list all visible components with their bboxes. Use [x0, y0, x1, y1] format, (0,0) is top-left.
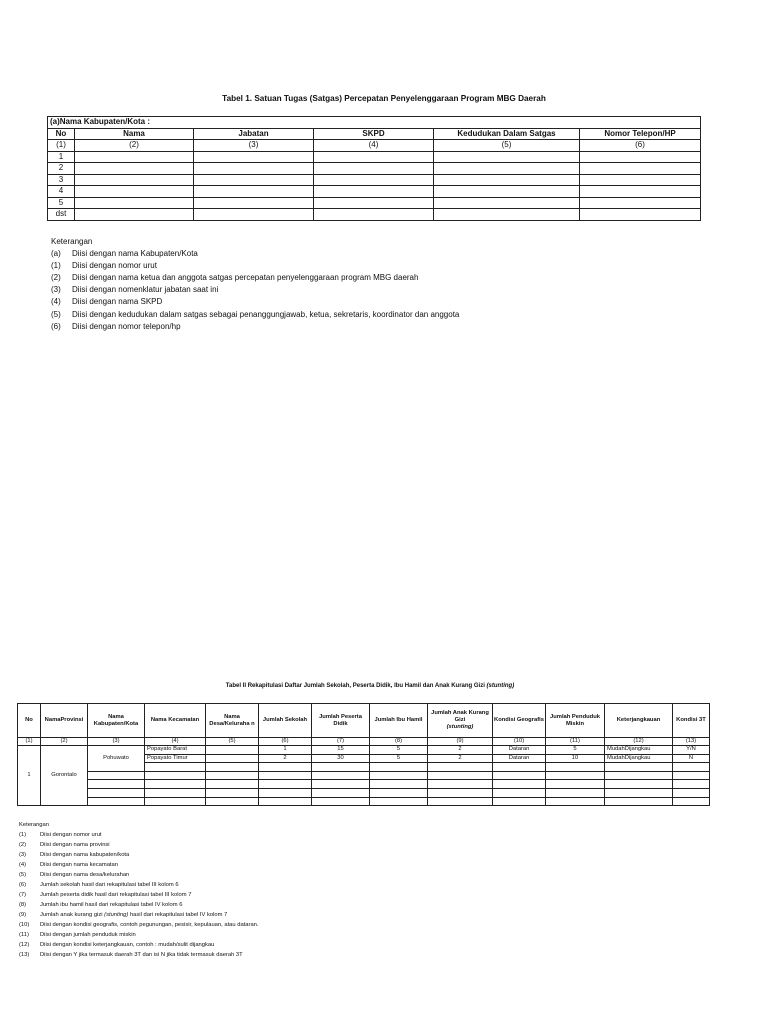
table-row — [48, 209, 701, 221]
table-row — [18, 746, 710, 755]
table1-title: Tabel 1. Satuan Tugas (Satgas) Percepatan Penyelenggaraan Program MBG Daerah — [222, 94, 546, 103]
col-header-peserta: Jumlah Peserta Didik — [312, 704, 370, 738]
note-text — [40, 850, 129, 860]
empty-cell — [673, 797, 710, 806]
index-cell: (6) — [580, 140, 701, 152]
empty-cell — [673, 788, 710, 797]
note-number: (6) — [19, 882, 27, 888]
empty-cell — [312, 797, 370, 806]
keterjangkauan-cell: MudahDijangkau — [605, 746, 673, 755]
desa-cell — [206, 746, 259, 755]
empty-cell — [370, 788, 428, 797]
empty-cell — [145, 763, 206, 772]
keterangan-title: Keterangan — [51, 237, 93, 246]
note-number: (9) — [19, 912, 27, 918]
col-header-kedudukan: Kedudukan Dalam Satgas — [434, 128, 580, 140]
desa-cell — [206, 754, 259, 763]
col-header-ibu-hamil: Jumlah Ibu Hamil — [370, 704, 428, 738]
empty-cell — [312, 788, 370, 797]
note-number: (2) — [19, 842, 27, 848]
empty-cell — [312, 780, 370, 789]
note-text — [40, 920, 259, 930]
empty-cell — [314, 209, 434, 221]
row-number: 3 — [48, 174, 75, 186]
keterangan-table2 — [19, 820, 259, 960]
table1-index-row — [48, 140, 701, 152]
empty-cell — [580, 174, 701, 186]
empty-cell — [546, 771, 605, 780]
note-number: (8) — [19, 902, 27, 908]
note-number: (11) — [19, 932, 29, 938]
empty-cell — [580, 163, 701, 175]
index-cell: (9) — [428, 738, 493, 746]
note-text-main: Jumlah ibu hamil hasil dari rekapitulasi tabel IV kolom 6 — [40, 902, 183, 908]
note-text — [40, 900, 182, 910]
note-text-main: Diisi dengan nama desa/kelurahan — [40, 872, 130, 878]
note-text — [40, 910, 227, 920]
note-item — [19, 880, 259, 890]
row-number: dst — [48, 209, 75, 221]
index-cell: (2) — [41, 738, 88, 746]
empty-cell — [194, 163, 314, 175]
no-cell: 1 — [18, 746, 41, 806]
note-number: (3) — [19, 852, 27, 858]
empty-cell — [259, 763, 312, 772]
empty-cell — [145, 780, 206, 789]
empty-cell — [75, 209, 194, 221]
index-cell: (5) — [206, 738, 259, 746]
empty-cell — [546, 788, 605, 797]
kecamatan-cell: Popayato Barat — [145, 746, 206, 755]
note-number: (4) — [19, 862, 27, 868]
note-text: Diisi dengan kedudukan dalam satgas sebagai penanggungjawab, ketua, sekretaris, koordinator dan anggota — [72, 309, 460, 319]
row-number: 4 — [48, 186, 75, 198]
empty-cell — [194, 209, 314, 221]
index-cell: (1) — [18, 738, 41, 746]
empty-cell — [259, 788, 312, 797]
empty-cell — [580, 151, 701, 163]
empty-cell — [673, 771, 710, 780]
empty-cell — [75, 186, 194, 198]
col-header-nama: Nama — [75, 128, 194, 140]
provinsi-cell: Gorontalo — [41, 746, 88, 806]
note-text-main: Jumlah sekolah hasil dari rekapitulasi tabel III kolom 6 — [40, 882, 179, 888]
table2-title-italic: (stunting) — [486, 683, 515, 689]
note-text: Diisi dengan nama Kabupaten/Kota — [72, 249, 198, 259]
note-number: (12) — [19, 942, 30, 948]
note-text — [40, 870, 129, 880]
empty-cell — [580, 209, 701, 221]
sekolah-cell: 2 — [259, 754, 312, 763]
col-header-no: No — [18, 704, 41, 738]
index-cell: (8) — [370, 738, 428, 746]
table-row — [48, 163, 701, 175]
empty-cell — [314, 197, 434, 209]
index-cell: (7) — [312, 738, 370, 746]
note-item — [19, 910, 259, 920]
empty-cell — [428, 788, 493, 797]
note-text: Diisi dengan nama ketua dan anggota satgas percepatan penyelenggaraan program MBG daerah — [72, 273, 419, 283]
note-text — [40, 940, 214, 950]
note-text — [40, 950, 243, 960]
note-number: (7) — [19, 892, 27, 898]
note-text — [40, 860, 118, 870]
note-number: (1) — [19, 832, 27, 838]
empty-cell — [314, 151, 434, 163]
note-text-main: Diisi dengan nama kecamatan — [40, 862, 118, 868]
note-item — [51, 309, 459, 321]
empty-cell — [434, 186, 580, 198]
keterangan-table1 — [51, 236, 459, 333]
note-item — [19, 850, 259, 860]
anak-gizi-stunting: (stunting) — [446, 724, 474, 730]
col-header-sekolah: Jumlah Sekolah — [259, 704, 312, 738]
empty-cell — [194, 151, 314, 163]
note-item — [19, 940, 259, 950]
empty-cell — [434, 163, 580, 175]
note-text-main: Diisi dengan nama kabupaten/kota — [40, 852, 130, 858]
col-header-jabatan: Jabatan — [194, 128, 314, 140]
note-number: (5) — [51, 309, 61, 319]
table-row — [48, 197, 701, 209]
table-row — [48, 151, 701, 163]
empty-cell — [206, 797, 259, 806]
note-text: Diisi dengan nomor urut — [72, 261, 157, 271]
empty-cell — [434, 197, 580, 209]
table2-header-row — [18, 704, 710, 738]
ibu-hamil-cell: 5 — [370, 754, 428, 763]
index-cell: (5) — [434, 140, 580, 152]
col-header-desa: Nama Desa/Keluraha n — [206, 704, 259, 738]
kondisi-3t-cell: Y/N — [673, 746, 710, 755]
empty-cell — [312, 763, 370, 772]
penduduk-miskin-cell: 10 — [546, 754, 605, 763]
anak-gizi-cell: 2 — [428, 746, 493, 755]
empty-cell — [493, 771, 546, 780]
note-text-main: Diisi dengan nomor urut — [40, 832, 102, 838]
index-cell: (1) — [48, 140, 75, 152]
row-number: 2 — [48, 163, 75, 175]
col-header-kecamatan: Nama Kecamatan — [145, 704, 206, 738]
penduduk-miskin-cell: 5 — [546, 746, 605, 755]
note-text — [40, 890, 191, 900]
empty-cell — [428, 797, 493, 806]
empty-cell — [434, 174, 580, 186]
note-item — [51, 248, 459, 260]
empty-cell — [259, 780, 312, 789]
table-row — [18, 797, 710, 806]
keterjangkauan-cell: MudahDijangkau — [605, 754, 673, 763]
empty-cell — [493, 780, 546, 789]
empty-cell — [75, 174, 194, 186]
note-item — [19, 830, 259, 840]
peserta-cell: 15 — [312, 746, 370, 755]
note-number: (4) — [51, 297, 61, 307]
table2-index-row — [18, 738, 710, 746]
index-cell: (2) — [75, 140, 194, 152]
note-item — [19, 840, 259, 850]
empty-cell — [88, 771, 145, 780]
empty-cell — [194, 197, 314, 209]
note-number: (2) — [51, 273, 61, 283]
row-number: 5 — [48, 197, 75, 209]
empty-cell — [145, 788, 206, 797]
empty-cell — [428, 763, 493, 772]
note-item — [51, 284, 459, 296]
note-text-main: Jumlah peserta didik hasil dari rekapitulasi tabel III kolom 7 — [40, 892, 192, 898]
kecamatan-cell: Popayato Timur — [145, 754, 206, 763]
note-item — [19, 900, 259, 910]
satgas-table — [47, 116, 701, 221]
anak-gizi-label: Jumlah Anak Kurang Gizi — [431, 710, 489, 723]
empty-cell — [370, 771, 428, 780]
empty-cell — [75, 163, 194, 175]
note-item — [19, 860, 259, 870]
empty-cell — [428, 780, 493, 789]
empty-cell — [206, 788, 259, 797]
table-row — [18, 788, 710, 797]
table-row — [48, 174, 701, 186]
empty-cell — [370, 780, 428, 789]
empty-cell — [605, 797, 673, 806]
ibu-hamil-cell: 5 — [370, 746, 428, 755]
empty-cell — [370, 797, 428, 806]
note-text-main: Diisi dengan jumlah penduduk miskin — [40, 932, 136, 938]
keterangan-title: Keterangan — [19, 822, 49, 828]
note-text-main: Diisi dengan kondisi geografis, contoh pegunungan, pesisir, kepulauan, atau dataran. — [40, 922, 259, 928]
index-cell: (6) — [259, 738, 312, 746]
index-cell: (4) — [145, 738, 206, 746]
empty-cell — [88, 780, 145, 789]
table1-header-row — [48, 128, 701, 140]
kabupaten-cell: Pohuwato — [88, 746, 145, 772]
anak-gizi-cell: 2 — [428, 754, 493, 763]
kondisi-3t-cell: N — [673, 754, 710, 763]
note-number: (3) — [51, 285, 61, 295]
note-number: (a) — [51, 249, 61, 259]
note-item — [19, 870, 259, 880]
empty-cell — [75, 151, 194, 163]
table2-title-text: Tabel II Rekapitulasi Daftar Jumlah Sekolah, Peserta Didik, Ibu Hamil dan Anak Kurang Gizi — [225, 683, 485, 689]
kondisi-geografis-cell: Dataran — [493, 746, 546, 755]
note-number: (6) — [51, 321, 61, 331]
empty-cell — [673, 763, 710, 772]
note-number: (5) — [19, 872, 27, 878]
note-number: (13) — [19, 952, 30, 958]
empty-cell — [673, 780, 710, 789]
kondisi-geografis-cell: Dataran — [493, 754, 546, 763]
note-text: Diisi dengan nomenklatur jabatan saat ini — [72, 285, 219, 295]
note-item — [51, 321, 459, 333]
sekolah-cell: 1 — [259, 746, 312, 755]
table-row — [48, 186, 701, 198]
col-header-no: No — [48, 128, 75, 140]
note-text-after: hasil dari rekapitulasi tabel IV kolom 7 — [129, 912, 228, 918]
empty-cell — [428, 771, 493, 780]
empty-cell — [206, 780, 259, 789]
empty-cell — [312, 771, 370, 780]
note-text-main: Jumlah anak kurang gizi — [40, 912, 103, 918]
note-number: (10) — [19, 922, 30, 928]
row-number: 1 — [48, 151, 75, 163]
note-text-main: Diisi dengan kondisi keterjangkauan, contoh : mudah/sulit dijangkau — [40, 942, 215, 948]
empty-cell — [206, 771, 259, 780]
col-header-skpd: SKPD — [314, 128, 434, 140]
note-item — [19, 930, 259, 940]
index-cell: (12) — [605, 738, 673, 746]
empty-cell — [194, 174, 314, 186]
col-header-kondisi-3t: Kondisi 3T — [673, 704, 710, 738]
empty-cell — [493, 763, 546, 772]
note-number: (1) — [51, 261, 61, 271]
col-header-provinsi: NamaProvinsi — [41, 704, 88, 738]
rekapitulasi-table — [17, 703, 710, 806]
index-cell: (10) — [493, 738, 546, 746]
empty-cell — [259, 797, 312, 806]
empty-cell — [314, 186, 434, 198]
note-item — [51, 272, 459, 284]
note-text — [40, 930, 136, 940]
col-header-kondisi-geografis: Kondisi Geografis — [493, 704, 546, 738]
empty-cell — [259, 771, 312, 780]
empty-cell — [434, 209, 580, 221]
table-row — [18, 780, 710, 789]
empty-cell — [145, 771, 206, 780]
empty-cell — [605, 780, 673, 789]
empty-cell — [145, 797, 206, 806]
note-text-italic: (stunting) — [104, 912, 129, 918]
table-row — [18, 771, 710, 780]
index-cell: (13) — [673, 738, 710, 746]
index-cell: (4) — [314, 140, 434, 152]
index-cell: (11) — [546, 738, 605, 746]
empty-cell — [206, 763, 259, 772]
note-text: Diisi dengan nomor telepon/hp — [72, 321, 181, 331]
col-header-penduduk-miskin: Jumlah Penduduk Miskin — [546, 704, 605, 738]
col-header-anak-gizi — [428, 704, 493, 738]
empty-cell — [370, 763, 428, 772]
empty-cell — [194, 186, 314, 198]
kabupaten-label: (a)Nama Kabupaten/Kota : — [48, 117, 701, 129]
peserta-cell: 30 — [312, 754, 370, 763]
col-header-telepon: Nomor Telepon/HP — [580, 128, 701, 140]
note-item — [51, 260, 459, 272]
empty-cell — [493, 788, 546, 797]
note-item — [51, 296, 459, 308]
note-text — [40, 840, 110, 850]
col-header-kabupaten: Nama Kabupaten/Kota — [88, 704, 145, 738]
empty-cell — [605, 763, 673, 772]
empty-cell — [580, 197, 701, 209]
note-text-main: Diisi dengan Y jika termasuk daerah 3T dan isi N jika tidak termasuk daerah 3T — [40, 952, 243, 958]
empty-cell — [88, 797, 145, 806]
empty-cell — [314, 174, 434, 186]
note-text-main: Diisi dengan nama provinsi — [40, 842, 110, 848]
col-header-keterjangkauan: Keterjangkauan — [605, 704, 673, 738]
empty-cell — [314, 163, 434, 175]
note-text — [40, 830, 102, 840]
note-item — [19, 950, 259, 960]
note-item — [19, 890, 259, 900]
empty-cell — [75, 197, 194, 209]
empty-cell — [605, 788, 673, 797]
empty-cell — [546, 763, 605, 772]
note-text: Diisi dengan nama SKPD — [72, 297, 163, 307]
index-cell: (3) — [88, 738, 145, 746]
empty-cell — [580, 186, 701, 198]
empty-cell — [605, 771, 673, 780]
empty-cell — [546, 797, 605, 806]
empty-cell — [546, 780, 605, 789]
empty-cell — [88, 788, 145, 797]
empty-cell — [434, 151, 580, 163]
note-item — [19, 920, 259, 930]
note-text — [40, 880, 179, 890]
empty-cell — [493, 797, 546, 806]
table2-title — [0, 683, 740, 689]
index-cell: (3) — [194, 140, 314, 152]
